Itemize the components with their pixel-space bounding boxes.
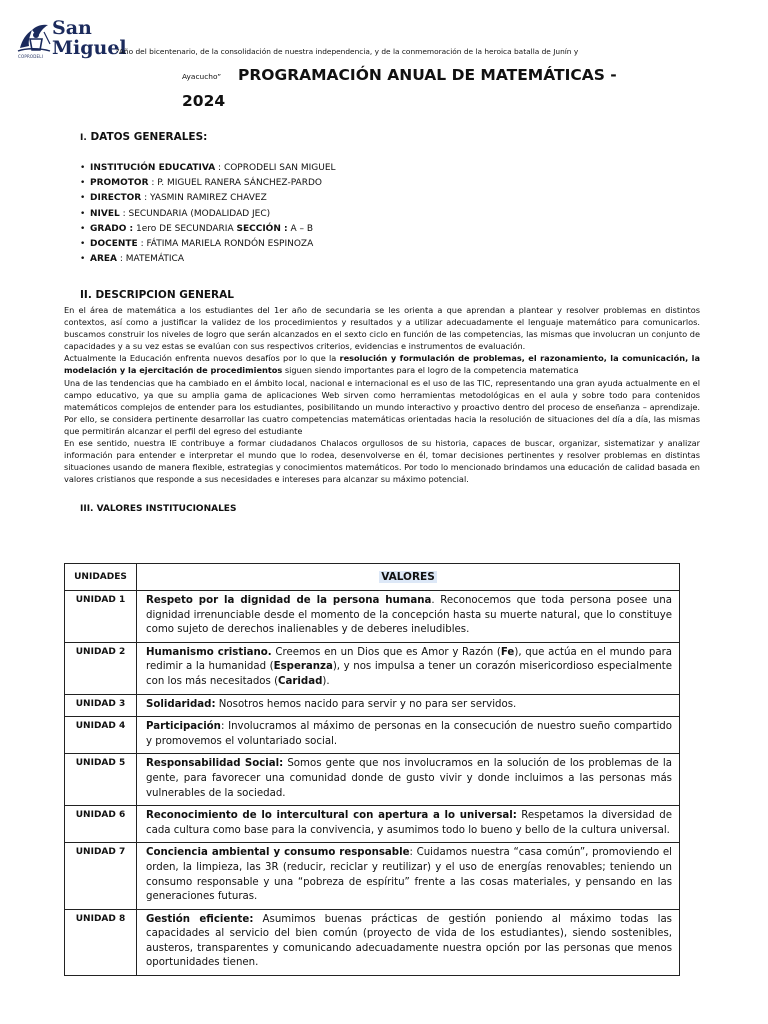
year-motto: “Año del bicentenario, de la consolidación de nuestra independencia, y de la conmemoración de la heroica batalla de Junín y (116, 47, 579, 56)
section-title: DATOS GENERALES: (90, 131, 208, 143)
bullet-icon: • (80, 238, 86, 249)
values-table (64, 563, 680, 976)
list-item: • PROMOTOR : P. MIGUEL RANERA SÁNCHEZ-PARDO (80, 176, 336, 191)
unit-cell: UNIDAD 5 (65, 754, 137, 806)
list-item: • NIVEL : SECUNDARIA (MODALIDAD JEC) (80, 207, 336, 222)
list-item: • DOCENTE : FÁTIMA MARIELA RONDÓN ESPINOZA (80, 237, 336, 252)
bullet-icon: • (80, 208, 86, 219)
san-miguel-archangel-logo-icon (16, 22, 52, 54)
bullet-icon: • (80, 193, 86, 204)
paragraph: En el área de matemática a los estudiantes del 1er año de secundaria se les orienta a que aprendan a plantear y resolver problemas en distintos contextos, así como a justificar la validez de los procedimientos y resultados y a utilizar adecuadamente el lenguaje matemático para comunicarlos. buscamos construir los niveles de logro que serán alcanzados en el sexto ciclo en función de las competencias, las mismas que involucran un conjunto de capacidades y a su vez estas se evalúan con sus respectivos criterios, evidencias e instrumentos de evaluación. (64, 305, 700, 352)
paragraph: Actualmente la Educación enfrenta nuevos desafíos por lo que la resolución y formulación de problemas, el razonamiento, la comunicación, la modelación y la ejercitación de procedimientos siguen siendo importantes para el logro de la competencia matematica (64, 353, 700, 376)
description-body (64, 304, 700, 485)
document-title (182, 62, 662, 114)
value-cell: Gestión eficiente: Asumimos buenas prácticas de gestión poniendo al máximo todas las capacidades al servicio del bien común (proyecto de vida de los estudiantes), siendo sostenibles, austeros, transparentes y comunicando adecuadamente nuestra opción por las personas que menos oportunidades tienen. (137, 909, 680, 975)
paragraph: En ese sentido, nuestra IE contribuye a formar ciudadanos Chalacos orgullosos de su historia, capaces de buscar, organizar, sistematizar y analizar información para entender e interpretar el mundo que lo rodea, desenvolverse en él, tomar decisiones pertinentes y resolver problemas en distintas situaciones usando de manera flexible, estrategias y conocimientos matemáticos. Por todo lo mencionado brindamos una educación de calidad basada en valores cristianos que responde a sus necesidades e intereses para alcanzar su máximo potencial. (64, 438, 700, 485)
table-row (65, 806, 680, 843)
table-row (65, 694, 680, 717)
table-row (65, 642, 680, 694)
value-cell: Conciencia ambiental y consumo responsable: Cuidamos nuestra “casa común”, promoviendo el orden, la limpieza, las 3R (reducir, reciclar y reutilizar) y el uso de energías renovables; teniendo un consumo responsable y una “pobreza de espíritu” frente a las cosas materiales, y pensando en las generaciones futuras. (137, 843, 680, 909)
value-cell: Responsabilidad Social: Somos gente que nos involucramos en la solución de los problemas de la gente, para favorecer una comunidad donde de gusto vivir y donde incluimos a las personas más vulnerables de la sociedad. (137, 754, 680, 806)
column-header-units: UNIDADES (65, 564, 137, 591)
year-motto-continued: Ayacucho” (182, 72, 222, 81)
list-item: • AREA : MATEMÁTICA (80, 252, 336, 267)
table-row (65, 909, 680, 975)
logo-text-line1: San (52, 17, 92, 39)
value-cell: Reconocimiento de lo intercultural con apertura a lo universal: Respetamos la diversidad de cada cultura como base para la convivencia, y asumimos todo lo bueno y bello de la cultura universal. (137, 806, 680, 843)
general-data-list (80, 161, 336, 267)
section-heading-descripcion: II. DESCRIPCION GENERAL (80, 289, 234, 301)
value-cell: Respeto por la dignidad de la persona humana. Reconocemos que toda persona posee una dignidad irrenunciable desde el momento de la concepción hasta su muerte natural, que lo constituye como sujeto de derechos inalienables y de deberes ineludibles. (137, 591, 680, 643)
list-item: • INSTITUCIÓN EDUCATIVA : COPRODELI SAN MIGUEL (80, 161, 336, 176)
title-line1: PROGRAMACIÓN ANUAL DE MATEMÁTICAS - (238, 66, 617, 84)
section-number: I. (80, 133, 87, 143)
unit-cell: UNIDAD 2 (65, 642, 137, 694)
unit-cell: UNIDAD 3 (65, 694, 137, 717)
value-cell: Solidaridad: Nosotros hemos nacido para servir y no para ser servidos. (137, 694, 680, 717)
unit-cell: UNIDAD 6 (65, 806, 137, 843)
table-header-row (65, 564, 680, 591)
paragraph: Una de las tendencias que ha cambiado en el ámbito local, nacional e internacional es el uso de las TIC, representando una gran ayuda actualmente en el campo educativo, ya que su amplia gama de aplicaciones Web sirven como herramientas metodológicas en el aula y sobre todo para contenidos matemáticos complejos de entender para los estudiantes, posibilitando un mundo interactivo y proactivo dentro del proceso de enseñanza – aprendizaje. Por ello, se considera pertinente desarrollar las cuatro competencias matemáticas orientadas hacia la resolución de situaciones del día a día, las mismas que permitirán alcanzar el perfil del egreso del estudiante (64, 377, 700, 436)
list-item: • GRADO : 1ero DE SECUNDARIA SECCIÓN : A – B (80, 222, 336, 237)
logo-subtext: COPRODELI (18, 54, 44, 59)
section-heading-datos-generales (80, 131, 207, 143)
column-header-values: VALORES (137, 564, 680, 591)
table-row (65, 717, 680, 754)
bullet-icon: • (80, 223, 86, 234)
unit-cell: UNIDAD 7 (65, 843, 137, 909)
title-line2: 2024 (182, 92, 226, 110)
table-row (65, 843, 680, 909)
section-heading-valores: III. VALORES INSTITUCIONALES (80, 504, 237, 514)
value-cell: Participación: Involucramos al máximo de personas en la consecución de nuestro sueño compartido y promovemos el voluntariado social. (137, 717, 680, 754)
value-cell: Humanismo cristiano. Creemos en un Dios que es Amor y Razón (Fe), que actúa en el mundo para redimir a la humanidad (Esperanza), y nos impulsa a tener un corazón misericordioso especialmente con los más necesitados (Caridad). (137, 642, 680, 694)
list-item: • DIRECTOR : YASMIN RAMIREZ CHAVEZ (80, 191, 336, 206)
bullet-icon: • (80, 254, 86, 265)
unit-cell: UNIDAD 4 (65, 717, 137, 754)
unit-cell: UNIDAD 8 (65, 909, 137, 975)
table-row (65, 754, 680, 806)
unit-cell: UNIDAD 1 (65, 591, 137, 643)
school-logo (16, 17, 127, 64)
bullet-icon: • (80, 178, 86, 189)
values-table-body (65, 591, 680, 976)
logo-text-line2: Miguel (52, 37, 127, 59)
bullet-icon: • (80, 163, 86, 173)
table-row (65, 591, 680, 643)
